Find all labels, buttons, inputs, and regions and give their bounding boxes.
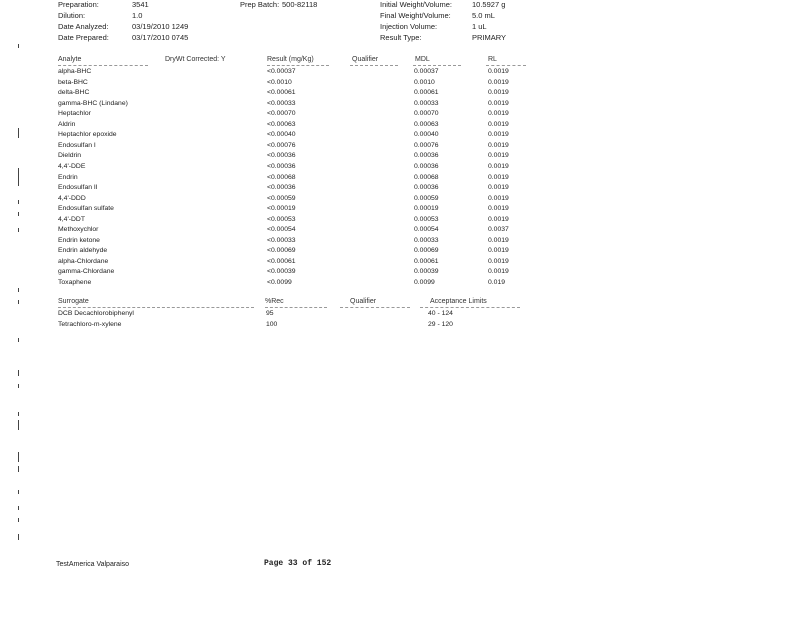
rl-value: 0.0019 bbox=[488, 162, 509, 170]
table-row bbox=[0, 257, 800, 268]
analyte-name: Methoxychlor bbox=[58, 226, 99, 234]
result-value: <0.0099 bbox=[267, 279, 292, 286]
mdl-value: 0.00036 bbox=[414, 152, 439, 160]
analyte-name: Heptachlor epoxide bbox=[58, 131, 117, 139]
mdl-value: 0.00070 bbox=[414, 110, 439, 118]
analyte-name: Endosulfan sulfate bbox=[58, 205, 114, 213]
table-row bbox=[0, 120, 800, 131]
result-value: <0.00061 bbox=[267, 89, 296, 97]
final-weight-value: 5.0 mL bbox=[472, 11, 495, 20]
analyte-name: alpha-Chlordane bbox=[58, 257, 109, 265]
table-row bbox=[0, 246, 800, 257]
result-value: <0.00036 bbox=[267, 184, 296, 192]
rl-value: 0.0019 bbox=[488, 99, 509, 107]
analyte-name: beta-BHC bbox=[58, 78, 88, 86]
mdl-value: 0.00061 bbox=[414, 89, 439, 97]
table-row bbox=[0, 204, 800, 215]
analyte-name: 4,4'-DDE bbox=[58, 162, 86, 170]
result-value: <0.00019 bbox=[267, 205, 296, 213]
col-result: Result (mg/Kg) bbox=[267, 56, 314, 63]
table-row bbox=[0, 278, 800, 289]
rl-value: 0.0019 bbox=[488, 268, 509, 276]
injection-volume-value: 1 uL bbox=[472, 22, 487, 31]
result-value: <0.00053 bbox=[267, 215, 296, 223]
result-value: <0.00037 bbox=[267, 68, 296, 75]
col-surrogate-qualifier: Qualifier bbox=[350, 298, 377, 305]
result-value: <0.00040 bbox=[267, 131, 296, 139]
mdl-value: 0.00039 bbox=[414, 268, 439, 276]
rl-value: 0.0019 bbox=[488, 131, 509, 139]
col-rec: %Rec bbox=[265, 298, 284, 305]
table-row bbox=[0, 194, 800, 205]
col-rl: RL bbox=[488, 56, 497, 63]
analyte-name: Dieldrin bbox=[58, 152, 82, 160]
rl-value: 0.0037 bbox=[488, 226, 509, 234]
mdl-value: 0.00019 bbox=[414, 205, 439, 213]
rl-value: 0.0019 bbox=[488, 68, 509, 75]
mdl-value: 0.00033 bbox=[414, 236, 439, 244]
analyte-name: 4,4'-DDT bbox=[58, 215, 85, 223]
col-drywt: DryWt Corrected: Y bbox=[165, 56, 226, 63]
table-row bbox=[0, 109, 800, 120]
date-analyzed-value: 03/19/2010 1249 bbox=[132, 22, 189, 31]
rec-value: 95 bbox=[266, 310, 274, 317]
mdl-value: 0.00040 bbox=[414, 131, 439, 139]
mdl-value: 0.00076 bbox=[414, 141, 439, 149]
result-value: <0.00033 bbox=[267, 236, 296, 244]
rl-value: 0.0019 bbox=[488, 247, 509, 255]
mdl-value: 0.00061 bbox=[414, 257, 439, 265]
result-value: <0.00039 bbox=[267, 268, 296, 276]
rl-value: 0.0019 bbox=[488, 89, 509, 97]
analyte-name: 4,4'-DDD bbox=[58, 194, 86, 202]
acceptance-limits-value: 40 - 124 bbox=[428, 310, 453, 317]
result-value: <0.00076 bbox=[267, 141, 296, 149]
date-prepared-value: 03/17/2010 0745 bbox=[132, 33, 189, 42]
result-value: <0.00061 bbox=[267, 257, 296, 265]
rl-value: 0.0019 bbox=[488, 152, 509, 160]
acceptance-limits-value: 29 - 120 bbox=[428, 320, 453, 328]
col-acceptance-limits: Acceptance Limits bbox=[430, 298, 487, 305]
col-analyte: Analyte bbox=[58, 56, 82, 63]
mdl-value: 0.00059 bbox=[414, 194, 439, 202]
dilution-value: 1.0 bbox=[132, 11, 143, 20]
rl-value: 0.0019 bbox=[488, 194, 509, 202]
mdl-value: 0.00069 bbox=[414, 247, 439, 255]
table-row bbox=[0, 183, 800, 194]
rl-value: 0.0019 bbox=[488, 141, 509, 149]
table-row bbox=[0, 78, 800, 89]
mdl-value: 0.00054 bbox=[414, 226, 439, 234]
result-value: <0.00068 bbox=[267, 173, 296, 181]
result-type-label: Result Type: bbox=[380, 33, 422, 42]
analyte-name: Toxaphene bbox=[58, 279, 92, 286]
result-type-value: PRIMARY bbox=[472, 33, 507, 42]
rl-value: 0.0019 bbox=[488, 257, 509, 265]
rl-value: 0.0019 bbox=[488, 78, 509, 86]
mdl-value: 0.00053 bbox=[414, 215, 439, 223]
date-analyzed-label: Date Analyzed: bbox=[58, 22, 109, 31]
analyte-name: Heptachlor bbox=[58, 110, 91, 118]
lab-name: TestAmerica Valparaiso bbox=[56, 561, 130, 568]
table-row bbox=[0, 141, 800, 152]
surrogate-name: Tetrachloro-m-xylene bbox=[58, 320, 122, 328]
table-row bbox=[0, 215, 800, 226]
result-value: <0.00070 bbox=[267, 110, 296, 118]
table-row bbox=[0, 225, 800, 236]
initial-weight-label: Initial Weight/Volume: bbox=[380, 0, 452, 9]
table-row bbox=[0, 267, 800, 278]
table-row bbox=[0, 99, 800, 110]
col-mdl: MDL bbox=[415, 56, 430, 63]
result-value: <0.00036 bbox=[267, 162, 296, 170]
result-value: <0.00069 bbox=[267, 247, 296, 255]
preparation-label: Preparation: bbox=[58, 0, 99, 9]
surrogate-name: DCB Decachlorobiphenyl bbox=[58, 310, 134, 317]
rl-value: 0.0019 bbox=[488, 184, 509, 192]
col-qualifier: Qualifier bbox=[352, 56, 379, 63]
rl-value: 0.019 bbox=[488, 279, 506, 286]
rl-value: 0.0019 bbox=[488, 173, 509, 181]
mdl-value: 0.00036 bbox=[414, 184, 439, 192]
table-row bbox=[0, 309, 800, 320]
analyte-name: Endrin bbox=[58, 173, 78, 181]
table-row bbox=[0, 162, 800, 173]
prep-batch-value: 500-82118 bbox=[282, 0, 318, 9]
table-row bbox=[0, 88, 800, 99]
rl-value: 0.0019 bbox=[488, 110, 509, 118]
rl-value: 0.0019 bbox=[488, 205, 509, 213]
result-value: <0.0010 bbox=[267, 78, 292, 86]
mdl-value: 0.00037 bbox=[414, 68, 439, 75]
table-row bbox=[0, 236, 800, 247]
initial-weight-value: 10.5927 g bbox=[472, 0, 506, 9]
result-value: <0.00054 bbox=[267, 226, 296, 234]
analyte-name: gamma-BHC (Lindane) bbox=[58, 99, 128, 107]
rec-value: 100 bbox=[266, 320, 278, 328]
mdl-value: 0.0010 bbox=[414, 78, 435, 86]
preparation-value: 3541 bbox=[132, 0, 149, 9]
page-number: Page 33 of 152 bbox=[264, 559, 332, 568]
prep-batch-label: Prep Batch: bbox=[240, 0, 280, 9]
mdl-value: 0.00036 bbox=[414, 162, 439, 170]
result-value: <0.00059 bbox=[267, 194, 296, 202]
analyte-name: Endosulfan II bbox=[58, 184, 98, 192]
analyte-name: Aldrin bbox=[58, 120, 76, 128]
col-surrogate: Surrogate bbox=[58, 298, 89, 305]
mdl-value: 0.00033 bbox=[414, 99, 439, 107]
rl-value: 0.0019 bbox=[488, 236, 509, 244]
injection-volume-label: Injection Volume: bbox=[380, 22, 438, 31]
analyte-name: delta-BHC bbox=[58, 89, 90, 97]
rl-value: 0.0019 bbox=[488, 215, 509, 223]
result-value: <0.00033 bbox=[267, 99, 296, 107]
result-value: <0.00036 bbox=[267, 152, 296, 160]
dilution-label: Dilution: bbox=[58, 11, 86, 20]
analyte-name: gamma-Chlordane bbox=[58, 268, 115, 276]
mdl-value: 0.0099 bbox=[414, 279, 435, 286]
rl-value: 0.0019 bbox=[488, 120, 509, 128]
final-weight-label: Final Weight/Volume: bbox=[380, 11, 451, 20]
analyte-name: Endosulfan I bbox=[58, 141, 96, 149]
table-row bbox=[0, 67, 800, 78]
table-row bbox=[0, 173, 800, 184]
mdl-value: 0.00068 bbox=[414, 173, 439, 181]
result-value: <0.00063 bbox=[267, 120, 296, 128]
table-row bbox=[0, 151, 800, 162]
analyte-name: Endrin aldehyde bbox=[58, 247, 108, 255]
date-prepared-label: Date Prepared: bbox=[58, 33, 109, 42]
mdl-value: 0.00063 bbox=[414, 120, 439, 128]
analyte-name: Endrin ketone bbox=[58, 236, 100, 244]
table-row bbox=[0, 130, 800, 141]
table-row bbox=[0, 320, 800, 331]
analyte-name: alpha-BHC bbox=[58, 68, 92, 75]
